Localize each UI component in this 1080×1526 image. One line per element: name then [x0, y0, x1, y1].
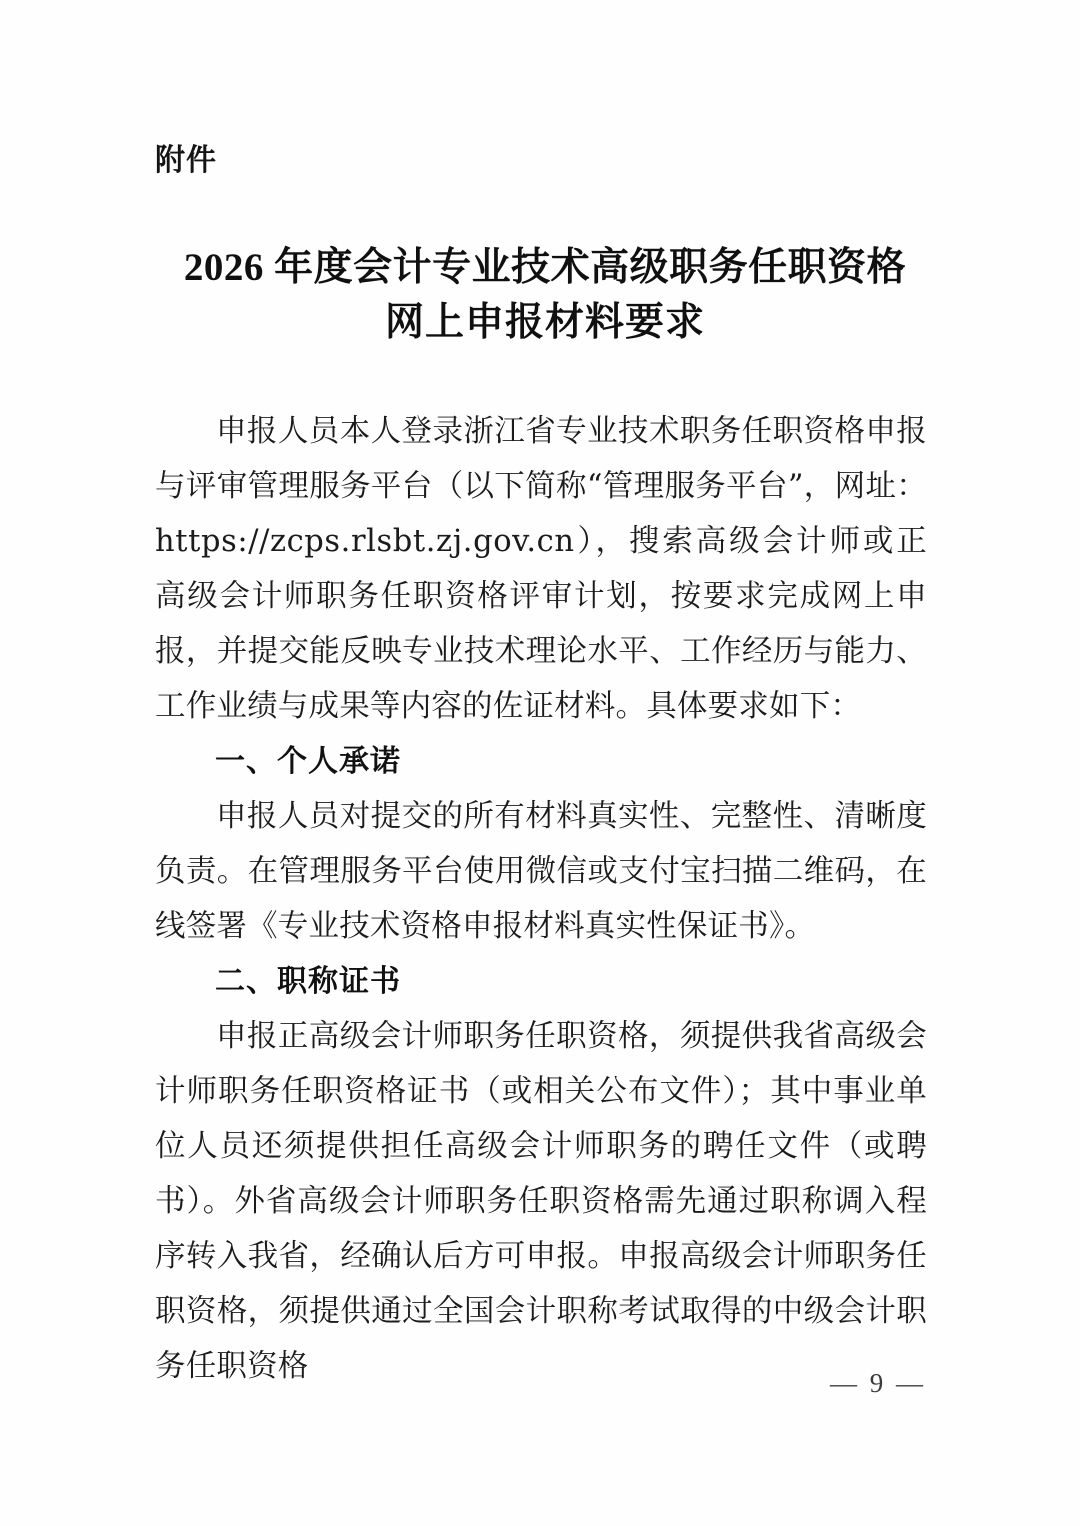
page-number-footer: — 9 —	[830, 1368, 926, 1398]
intro-paragraph-text-before-url: 申报人员本人登录浙江省专业技术职务任职资格申报与评审管理服务平台（以下简称“管理服务平台”，网址：	[155, 414, 927, 504]
section-heading-personal-commitment: 一、个人承诺	[215, 745, 401, 778]
page-title	[150, 240, 940, 351]
management-platform-url: https://zcps.rlsbt.zj.gov.cn	[155, 524, 575, 559]
intro-paragraph	[155, 404, 927, 734]
page-title-line-1: 2026 年度会计专业技术高级职务任职资格	[183, 246, 907, 289]
page-title-line-2: 网上申报材料要求	[384, 301, 705, 345]
intro-paragraph-text-after-url: ），搜索高级会计师或正高级会计师职务任职资格评审计划，按要求完成网上申报，并提交能反映专业技术理论水平、工作经历与能力、工作业绩与成果等内容的佐证材料。具体要求如下：	[155, 524, 927, 724]
section-body-personal-commitment: 申报人员对提交的所有材料真实性、完整性、清晰度负责。在管理服务平台使用微信或支付宝扫描二维码，在线签署《专业技术资格申报材料真实性保证书》。	[155, 799, 927, 944]
attachment-label: 附件	[155, 144, 217, 177]
document-body	[155, 404, 927, 1394]
section-heading-title-certificate: 二、职称证书	[215, 965, 401, 998]
section-body-title-certificate: 申报正高级会计师职务任职资格，须提供我省高级会计师职务任职资格证书（或相关公布文件）；其中事业单位人员还须提供担任高级会计师职务的聘任文件（或聘书）。外省高级会计师职务任职资格需先通过职称调入程序转入我省，经确认后方可申报。申报高级会计师职务任职资格，须提供通过全国会计职称考试取得的中级会计职务任职资格	[155, 1019, 927, 1384]
